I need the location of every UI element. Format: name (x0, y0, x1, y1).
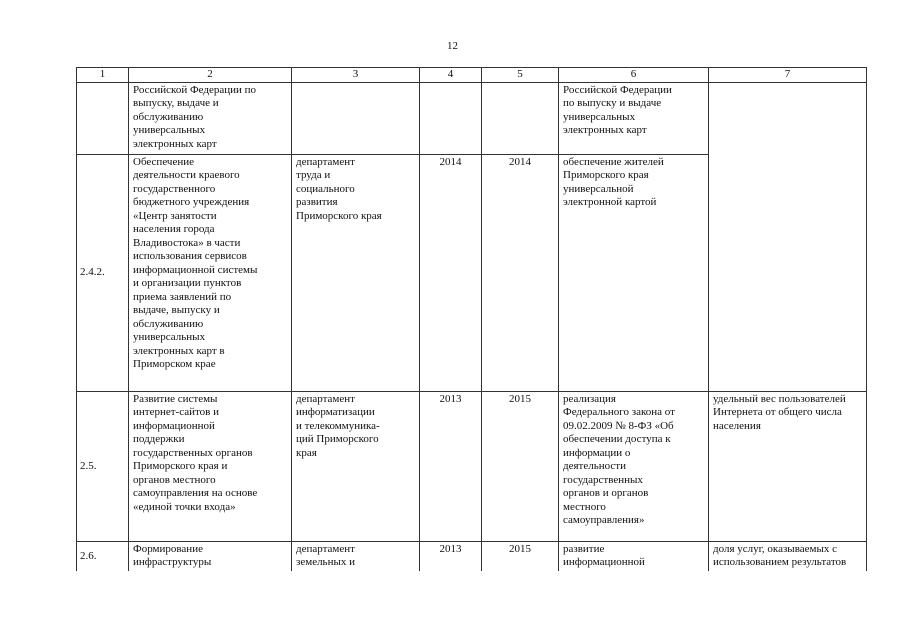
measure-name-cell: Российской Федерации по выпуску, выдаче и обслуживанию универсальных электронных карт (129, 82, 292, 154)
start-year-cell (420, 82, 482, 154)
table-header-row (77, 68, 867, 83)
start-year-cell: 2013 (420, 541, 482, 571)
row-number-cell: 2.5. (77, 391, 129, 541)
end-year-cell (482, 82, 559, 154)
responsible-cell: департамент информатизации и телекоммуника- ций Приморского края (292, 391, 420, 541)
row-number-cell: 2.4.2. (77, 154, 129, 391)
start-year-cell: 2013 (420, 391, 482, 541)
start-year-cell: 2014 (420, 154, 482, 391)
header-col-2: 2 (129, 68, 292, 83)
table-row (77, 541, 867, 571)
header-col-1: 1 (77, 68, 129, 83)
header-col-3: 3 (292, 68, 420, 83)
end-year-cell: 2014 (482, 154, 559, 391)
expected-result-cell: развитие информационной (559, 541, 709, 571)
program-measures-table (76, 67, 867, 571)
responsible-cell: департамент земельных и (292, 541, 420, 571)
row-number-cell: 2.6. (77, 541, 129, 571)
responsible-cell (292, 82, 420, 154)
measure-name-cell: Развитие системы интернет-сайтов и информационной поддержки государственных органов Приморского края и органов местного самоуправления на основе «единой точки входа» (129, 391, 292, 541)
table-row (77, 391, 867, 541)
expected-result-cell: обеспечение жителей Приморского края универсальной электронной картой (559, 154, 709, 391)
header-col-5: 5 (482, 68, 559, 83)
row-number-cell (77, 82, 129, 154)
end-year-cell: 2015 (482, 541, 559, 571)
indicator-cell: доля услуг, оказываемых с использованием результатов (709, 541, 867, 571)
header-col-4: 4 (420, 68, 482, 83)
page-number: 12 (447, 40, 458, 52)
measure-name-cell: Формирование инфраструктуры (129, 541, 292, 571)
header-col-7: 7 (709, 68, 867, 83)
table-row (77, 82, 867, 154)
measure-name-cell: Обеспечение деятельности краевого государственного бюджетного учреждения «Центр занятости населения города Владивостока» в части использования сервисов информационной системы и организации пунктов приема заявлений по выдаче, выпуску и обслуживанию универсальных электронных карт в Приморском крае (129, 154, 292, 391)
header-col-6: 6 (559, 68, 709, 83)
indicator-cell: удельный вес пользователей Интернета от общего числа населения (709, 391, 867, 541)
indicator-cell (709, 82, 867, 391)
end-year-cell: 2015 (482, 391, 559, 541)
expected-result-cell: реализация Федерального закона от 09.02.2009 № 8-ФЗ «Об обеспечении доступа к информации о деятельности государственных органов и органов местного самоуправления» (559, 391, 709, 541)
responsible-cell: департамент труда и социального развития Приморского края (292, 154, 420, 391)
expected-result-cell: Российской Федерации по выпуску и выдаче универсальных электронных карт (559, 82, 709, 154)
